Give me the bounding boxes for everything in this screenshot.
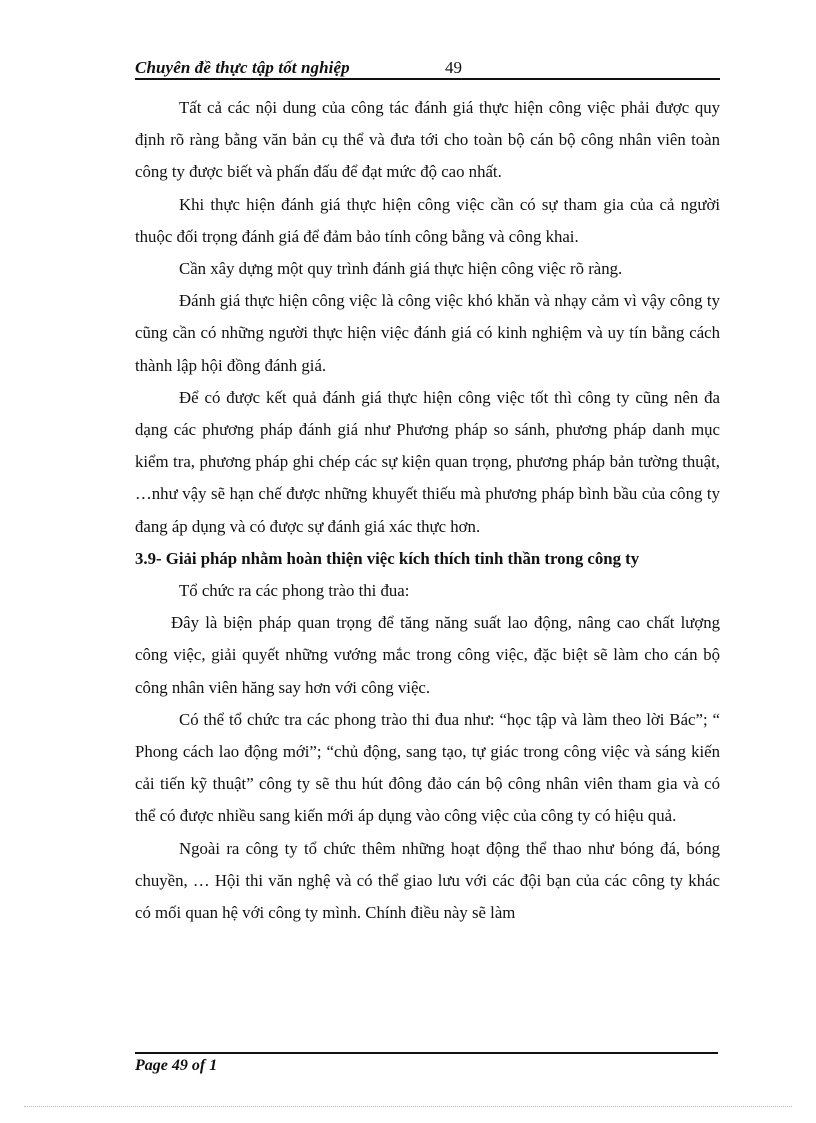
paragraph-4: Đánh giá thực hiện công việc là công việc khó khăn và nhạy cảm vì vậy công ty cũng cần có những người thực hiện việc đánh giá có kinh nghiệm và uy tín bằng cách thành lập hội đồng đánh giá. bbox=[135, 291, 720, 375]
section-heading: 3.9- Giải pháp nhằm hoàn thiện việc kích thích tinh thần trong công ty bbox=[135, 548, 640, 568]
header-page-number: 49 bbox=[445, 58, 462, 77]
header-title: Chuyên đề thực tập tốt nghiệp bbox=[135, 58, 350, 77]
paragraph-8: Có thể tổ chức tra các phong trào thi đua như: “học tập và làm theo lời Bác”; “ Phong cách lao động mới”; “chủ động, sang tạo, tự giác trong công việc và sáng kiến cải tiến kỹ thuật” công ty sẽ thu hút đông đảo cán bộ công nhân viên tham gia và có thể có được nhiều sang kiến mới áp dụng vào công việc của công ty có hiệu quả. bbox=[135, 709, 720, 826]
footer-page-label: Page 49 of 1 bbox=[135, 1057, 218, 1074]
paragraph-7: Đây là biện pháp quan trọng để tăng năng suất lao động, nâng cao chất lượng công việc, giải quyết những vướng mắc trong công việc, đặc biệt sẽ làm cho cán bộ công nhân viên hăng say hơn với công việc. bbox=[135, 613, 720, 697]
page-bottom-divider bbox=[24, 1106, 792, 1107]
document-body bbox=[135, 92, 720, 929]
paragraph-5: Để có được kết quả đánh giá thực hiện công việc tốt thì công ty cũng nên đa dạng các phương pháp đánh giá như Phương pháp so sánh, phương pháp danh mục kiểm tra, phương pháp ghi chép các sự kiện quan trọng, phương pháp bản tường thuật, …như vậy sẽ hạn chế được những khuyết thiếu mà phương pháp bình bầu của công ty đang áp dụng và có được sự đánh giá xác thực hơn. bbox=[135, 387, 720, 536]
paragraph-3: Cần xây dựng một quy trình đánh giá thực hiện công việc rõ ràng. bbox=[179, 259, 623, 279]
paragraph-9: Ngoài ra công ty tổ chức thêm những hoạt động thể thao như bóng đá, bóng chuyền, … Hội thi văn nghệ và có thể giao lưu với các đội bạn của các công ty khác có mối quan hệ với công ty mình. Chính điều này sẽ làm bbox=[135, 838, 720, 923]
page-footer bbox=[135, 1052, 718, 1080]
page-header bbox=[135, 56, 720, 80]
paragraph-6: Tổ chức ra các phong trào thi đua: bbox=[179, 581, 410, 601]
paragraph-1: Tất cả các nội dung của công tác đánh giá thực hiện công việc phải được quy định rõ ràng bằng văn bản cụ thể và đưa tới cho toàn bộ cán bộ công nhân viên toàn công ty được biết và phấn đấu để đạt mức độ cao nhất. bbox=[135, 98, 720, 182]
paragraph-2: Khi thực hiện đánh giá thực hiện công việc cần có sự tham gia của cả người thuộc đối trọng đánh giá để đảm bảo tính công bằng và công khai. bbox=[135, 194, 720, 246]
